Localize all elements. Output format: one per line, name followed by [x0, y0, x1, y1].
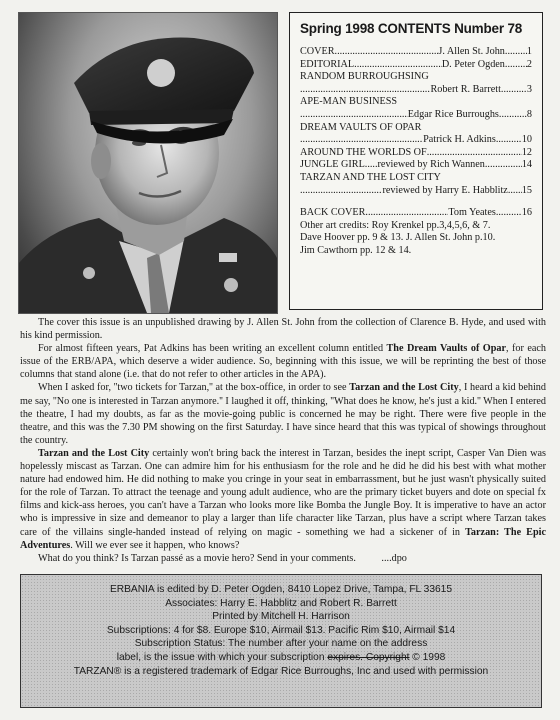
- contents-box: [289, 12, 543, 310]
- contents-entry-lost-city-title: TARZAN AND THE LOST CITY: [300, 171, 441, 183]
- paragraph-question: What do you think? Is Tarzan passé as a movie hero? Send in your comments. ....dpo: [38, 552, 407, 564]
- masthead-subscriptions: Subscriptions: 4 for $8. Europe $10, Airmail $13. Pacific Rim $10, Airmail $14: [106, 624, 456, 636]
- contents-entry-worlds: AROUND THE WORLDS OF ..... 12: [300, 147, 532, 160]
- portrait-photo: [18, 12, 278, 314]
- contents-entry-apeman-title: APE-MAN BUSINESS: [300, 96, 398, 108]
- contents-entry-cover: COVER ..... J. Allen St. John ..... 1: [300, 46, 532, 59]
- art-credits-line-3: Jim Cawthorn pp. 12 & 14.: [300, 244, 412, 256]
- contents-entry-opar: ..... Patrick H. Adkins ..... 10: [300, 134, 532, 147]
- editorial-article: [20, 316, 546, 565]
- contents-entry-back-cover: BACK COVER ..... Tom Yeates ..... 16: [300, 207, 532, 220]
- art-credits-line-1: Other art credits: Roy Krenkel pp.3,4,5,6, & 7.: [300, 219, 491, 231]
- contents-entry-random: ..... Robert R. Barrett ..... 3: [300, 84, 532, 97]
- paragraph-dream-vaults: For almost fifteen years, Pat Adkins has been writing an excellent column entitled The Dream Vaults of Opar, for each issue of the ERB/APA, which deserve a wider audience. So, beginning with this issue, we will be reprinting the best of those columns that stand alone (i.e. that do not refer to other articles in the APA).: [20, 343, 546, 381]
- masthead-printer: Printed by Mitchell H. Harrison: [212, 611, 350, 623]
- contents-title: Spring 1998 CONTENTS Number 78: [300, 21, 523, 36]
- paragraph-cover: The cover this issue is an unpublished drawing by J. Allen St. John from the collection of Clarence B. Hyde, and used with his kind permission.: [20, 317, 546, 342]
- contents-entry-lost-city: ..... reviewed by Harry E. Habblitz ..... 15: [300, 185, 532, 198]
- masthead-editor: ERBANIA is edited by D. Peter Ogden, 8410 Lopez Drive, Tampa, FL 33615: [109, 584, 453, 595]
- paragraph-box-office: When I asked for, ''two tickets for Tarzan,'' at the box-office, in order to see Tarzan and the Lost City, I heard a kid behind me say, ''No one is interested in Tarzan anymore.'' I laughed it off, thinking, ''What does he know, he's just a kid.'' When I entered the theatre, I had my doubts, as far as the movie-going public is concerned he may be right. There were five people in the theatre, and this was the 7.30 PM showing on the first Saturday. I have since heard that this was typical of showings throughout the country.: [20, 382, 546, 446]
- eagle-insignia-icon: [147, 59, 175, 87]
- contents-entry-editorial: EDITORIAL ..... D. Peter Ogden ..... 2: [300, 59, 532, 72]
- paragraph-review: Tarzan and the Lost City certainly won't bring back the interest in Tarzan, besides the inept script, Casper Van Dien was hopelessly miscast as Tarzan. One can admire him for his enthusiasm for the role and he did he did his best with what mother nature had endowed him. He did nothing to make you cringe in your seat in embarrassment, but he just wasn't physically suited for the role of Tarzan. To attract the teenage and young adult audience, who are the primary ticket buyers and dote on special fx films and kick-ass heroes, you can't have a Tarzan who looks more like Bomba the Jungle Boy. It is imperative to have an actor who is impressive in size and demeanor to play a larger than life character like Tarzan, plus have a script where Tarzan takes care of the villains single-handed instead of relying on magic - something we had a sickener of in Tarzan: The Epic Adventures. Will we ever see it happen, who knows?: [20, 447, 546, 551]
- contents-entry-jungle-girl: JUNGLE GIRL.....reviewed by Rich Wannen ..... 14: [300, 159, 532, 172]
- signoff: ....dpo: [381, 552, 407, 564]
- contents-entry-random-title: RANDOM BURROUGHSING: [300, 71, 429, 83]
- masthead-trademark: TARZAN® is a registered trademark of Edgar Rice Burroughs, Inc and used with permission: [73, 665, 489, 677]
- masthead-associates: Associates: Harry E. Habblitz and Robert R. Barrett: [165, 597, 397, 609]
- contents-entry-apeman: ..... Edgar Rice Burroughs ..... 8: [300, 109, 532, 122]
- contents-entry-opar-title: DREAM VAULTS OF OPAR: [300, 121, 422, 133]
- collar-insignia-icon: [219, 253, 237, 262]
- masthead-status: Subscription Status: The number after your name on the address: [134, 638, 428, 650]
- masthead-footer: [20, 574, 542, 708]
- officer-portrait-image: [19, 13, 277, 313]
- art-credits-line-2: Dave Hoover pp. 9 & 13. J. Allen St. John p.10.: [300, 232, 496, 244]
- masthead-status-cont: label, is the issue with which your subscription expires. Copyright © 1998: [116, 651, 446, 663]
